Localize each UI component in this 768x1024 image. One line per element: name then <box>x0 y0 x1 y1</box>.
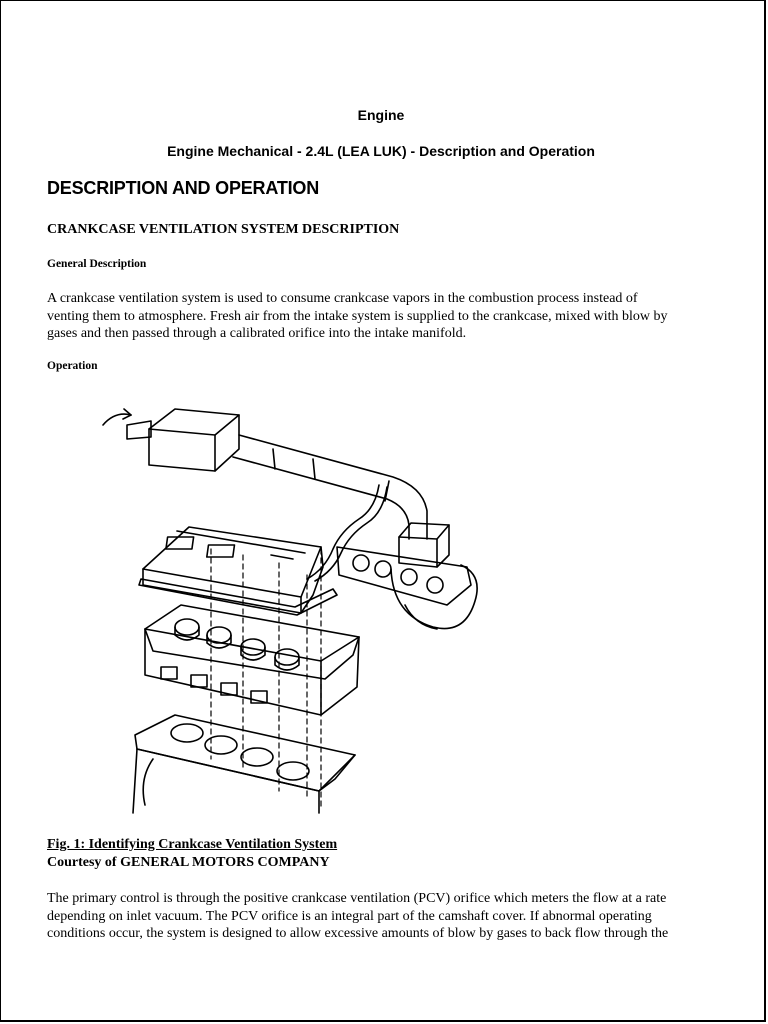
document-title: Engine <box>357 107 405 123</box>
paragraph-line: The primary control is through the positive crankcase ventilation (PCV) orifice which meters the flow at a rate <box>47 891 667 906</box>
intake-snout <box>127 421 151 439</box>
figure-caption: Fig. 1: Identifying Crankcase Ventilation System <box>47 837 338 852</box>
operation-heading: Operation <box>47 360 98 372</box>
subsection-heading: CRANKCASE VENTILATION SYSTEM DESCRIPTION <box>47 222 400 237</box>
airflow-arrow-icon <box>103 414 131 425</box>
paragraph-line: gases and then passed through a calibrated orifice into the intake manifold. <box>47 326 467 341</box>
general-description-paragraph <box>47 290 727 343</box>
paragraph-line: conditions occur, the system is designed to allow excessive amounts of blow by gases to back flow through the <box>47 926 669 941</box>
air-cleaner-box <box>149 409 239 471</box>
fresh-air-duct <box>239 435 427 539</box>
document-subtitle: Engine Mechanical - 2.4L (LEA LUK) - Description and Operation <box>167 143 595 159</box>
engine-crankcase-ventilation-diagram <box>93 399 483 819</box>
paragraph-line: depending on inlet vacuum. The PCV orifice is an integral part of the camshaft cover. If abnormal operating <box>47 908 652 924</box>
engine-block <box>135 715 355 791</box>
paragraph-line: venting them to atmosphere. Fresh air from the intake system is supplied to the crankcase, mixed with blow by <box>47 308 668 324</box>
general-description-heading: General Description <box>47 258 147 270</box>
figure-courtesy: Courtesy of GENERAL MOTORS COMPANY <box>47 855 330 870</box>
operation-paragraph <box>47 890 727 943</box>
section-heading: DESCRIPTION AND OPERATION <box>47 178 320 198</box>
paragraph-line: A crankcase ventilation system is used to consume crankcase vapors in the combustion process instead of <box>47 291 638 306</box>
